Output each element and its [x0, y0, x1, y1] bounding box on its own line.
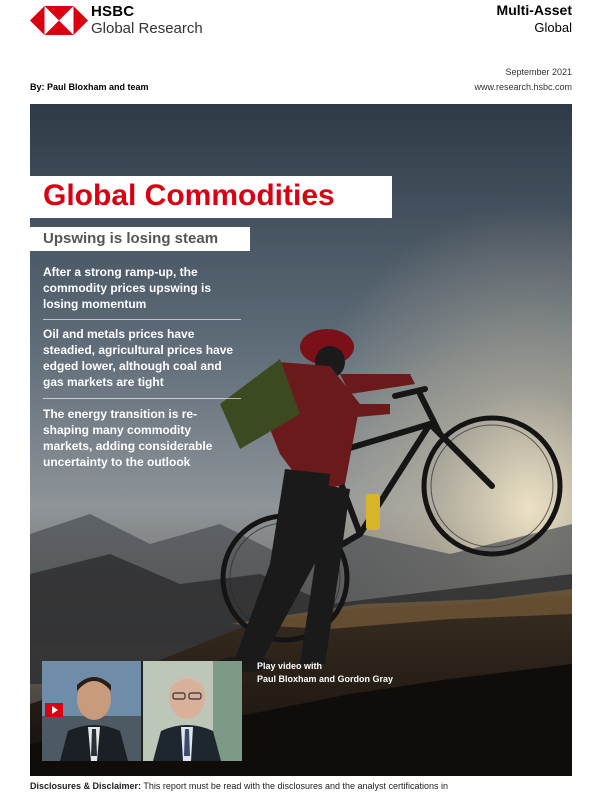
- subtitle-banner: [30, 227, 250, 251]
- hsbc-logo: [30, 4, 230, 38]
- brand-subtitle: Global Research: [91, 20, 203, 37]
- video-caption[interactable]: [257, 660, 393, 686]
- key-point: After a strong ramp-up, the commodity prices upswing is losing momentum: [43, 265, 212, 311]
- region-label: Global: [534, 20, 572, 35]
- report-date: September 2021: [505, 67, 572, 77]
- brand-name: HSBC: [91, 3, 135, 20]
- key-point-divider: [43, 398, 241, 399]
- key-point: The energy transition is re-shaping many commodity markets, adding considerable uncertainty to the outlook: [43, 407, 213, 469]
- title-banner: [30, 176, 392, 218]
- research-url[interactable]: www.research.hsbc.com: [474, 82, 572, 92]
- presenter-photo: [143, 661, 242, 761]
- disclaimer: [30, 781, 448, 791]
- video-caption-line: Play video with: [257, 661, 323, 671]
- play-icon[interactable]: [45, 703, 63, 717]
- disclaimer-text: This report must be read with the disclosures and the analyst certifications in: [141, 781, 449, 791]
- video-presenters: Paul Bloxham and Gordon Gray: [257, 674, 394, 684]
- report-category: [497, 2, 572, 35]
- cover-hero: [30, 104, 572, 776]
- report-title: Global Commodities: [43, 179, 335, 212]
- disclaimer-label: Disclosures & Disclaimer:: [30, 781, 142, 791]
- section-label: Multi-Asset: [496, 2, 572, 18]
- report-subtitle: Upswing is losing steam: [43, 230, 219, 247]
- author-line: By: Paul Bloxham and team: [30, 82, 149, 92]
- video-thumbnail[interactable]: [42, 661, 242, 761]
- hsbc-hexagon-icon: [30, 6, 88, 35]
- key-point: Oil and metals prices have steadied, agricultural prices have edged lower, although coal and gas markets are tight: [43, 327, 234, 389]
- key-point-divider: [43, 319, 241, 320]
- presenter-right-frame: [143, 661, 242, 761]
